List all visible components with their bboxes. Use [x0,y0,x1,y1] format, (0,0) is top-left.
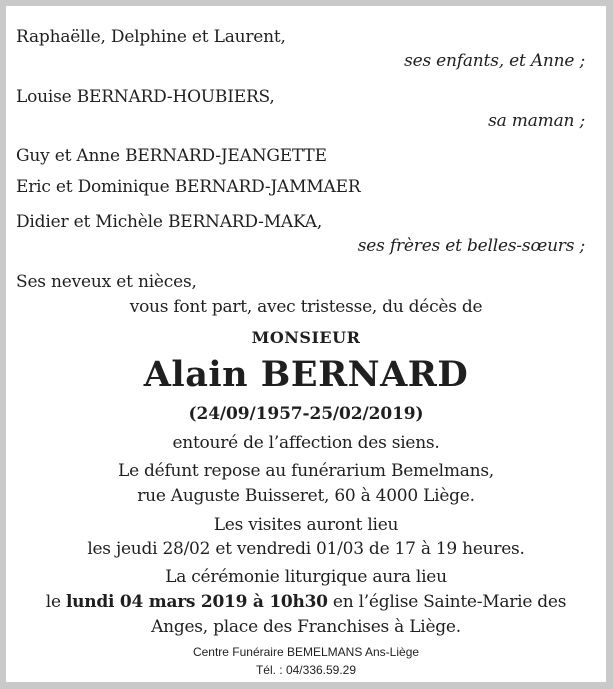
family-sibling-2: Eric et Dominique BERNARD-JAMMAER [16,177,361,197]
ceremony-line-1: La cérémonie liturgique aura lieu [165,567,447,587]
funeral-notice [6,6,606,682]
deceased-title: MONSIEUR [251,328,361,347]
family-nephews-nieces: Ses neveux et nièces, [16,272,197,292]
ceremony-datetime: lundi 04 mars 2019 à 10h30 [65,592,328,612]
announcement-intro: vous font part, avec tristesse, du décès de [129,297,483,317]
deceased-name: Alain BERNARD [143,354,469,395]
family-mother-role: sa maman ; [488,111,585,131]
family-sibling-1: Guy et Anne BERNARD-JEANGETTE [16,146,327,166]
ceremony-location: en l’église Sainte-Marie des [327,592,567,612]
ceremony-line-3: Anges, place des Franchises à Liège. [151,617,461,637]
family-mother-name: Louise BERNARD-HOUBIERS, [16,87,275,107]
repose-line-1: Le défunt repose au funérarium Bemelmans, [118,461,494,481]
funeral-home-phone: Tél. : 04/336.59.29 [255,663,357,677]
ceremony-line-2 [6,594,606,611]
deceased-dates: (24/09/1957-25/02/2019) [188,404,424,424]
family-children-names: Raphaëlle, Delphine et Laurent, [16,27,286,47]
family-sibling-3: Didier et Michèle BERNARD-MAKA, [16,212,323,232]
ceremony-prefix: le [45,592,66,612]
repose-line-2: rue Auguste Buisseret, 60 à 4000 Liège. [137,486,475,506]
surrounded-line: entouré de l’affection des siens. [172,433,440,453]
family-children-role: ses enfants, et Anne ; [404,51,585,71]
visits-line-2: les jeudi 28/02 et vendredi 01/03 de 17 à 19 heures. [87,539,525,559]
family-siblings-role: ses frères et belles-sœurs ; [357,236,585,256]
funeral-home-name: Centre Funéraire BEMELMANS Ans-Liège [192,645,420,659]
visits-line-1: Les visites auront lieu [213,515,399,535]
